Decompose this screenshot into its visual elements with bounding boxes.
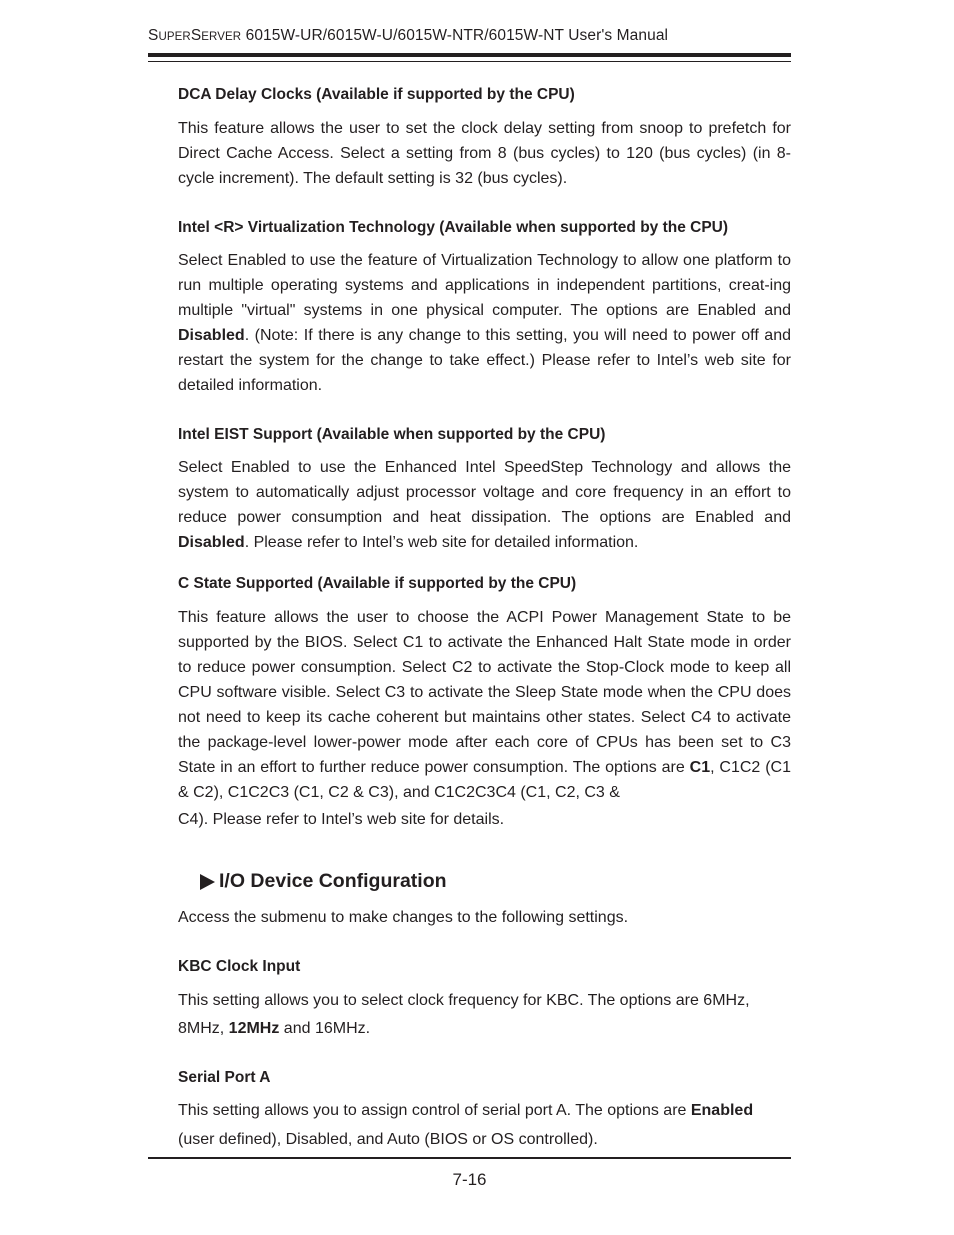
vt-body (178, 248, 791, 398)
page-number: 7-16 (452, 1170, 487, 1189)
cstate-body (178, 605, 791, 805)
kbc-body-text: This setting allows you to select clock frequency for KBC. The options are 6MHz, (178, 992, 750, 1009)
kbc-body (178, 988, 791, 1013)
dca-body-text: This feature allows the user to set the clock delay setting from snoop to prefetch for Direct Cache Access. Select a setting from 8 (bus cycles) to 120 (bus cycles) (in 8-cycle increment). The default setting is 32 (bus cycles). (178, 120, 791, 187)
vt-body-text-2: . (Note: If there is any change to this setting, you will need to power off and restart the system for the change to take effect.) Please refer to Intel’s web site for detailed information. (178, 327, 791, 394)
header-rule-thin (148, 61, 791, 62)
io-title-text: I/O Device Configuration (219, 870, 447, 892)
cstate-body-text-2: , C1C2 (C1 & C2), C1C2C3 (C1, C2 & C3), and C1C2C3C4 (C1, C2, C3 & (178, 759, 791, 801)
vt-body-bold: Disabled (178, 327, 245, 344)
eist-body-text-2: . Please refer to Intel’s web site for detailed information. (244, 534, 639, 551)
io-body (178, 905, 791, 930)
io-section-title (200, 870, 447, 893)
serial-body (178, 1098, 791, 1123)
eist-heading: Intel EIST Support (Available when supported by the CPU) (178, 426, 606, 443)
header-title: 6015W-UR/6015W-U/6015W-NTR/6015W-NT User's Manual (241, 27, 669, 44)
header-brand-cap: S (148, 27, 159, 44)
io-body-text: Access the submenu to make changes to the following settings. (178, 909, 629, 926)
dca-heading: DCA Delay Clocks (Available if supported by the CPU) (178, 86, 575, 103)
cstate-body-bold: C1 (689, 759, 711, 776)
eist-body-text: Select Enabled to use the Enhanced Intel SpeedStep Technology and allows the system to automatically adjust processor voltage and core frequency in an effort to reduce power consumption and heat dissipation. The options are Enabled and (178, 459, 791, 526)
dca-body (178, 116, 791, 191)
serial-body-text: This setting allows you to assign control of serial port A. The options are (178, 1102, 691, 1119)
cstate-body-text-3: C4). Please refer to Intel’s web site for details. (178, 811, 505, 828)
cstate-body-text: This feature allows the user to choose the ACPI Power Management State to be supported by the BIOS. Select C1 to activate the Enhanced Halt State mode in order to reduce power consumption. Select C2 to activate the Stop-Clock mode to keep all CPU software visible. Select C3 to activate the Sleep State mode when the CPU does not need to keep its cache coherent but maintains other states. Select C4 to activate the package-level lower-power mode after each core of CPUs has been set to C3 State in an effort to further reduce power consumption. The options are (178, 609, 791, 776)
eist-body (178, 455, 791, 555)
serial-heading: Serial Port A (178, 1069, 271, 1086)
serial-body-text-2: (user defined), Disabled, and Auto (BIOS or OS controlled). (178, 1131, 598, 1148)
kbc-body-2 (178, 1016, 791, 1041)
running-header (148, 27, 790, 45)
vt-body-text: Select Enabled to use the feature of Virtualization Technology to allow one platform to run multiple operating systems and applications in independent partitions, creat-ing multiple "virtual" systems in one physical computer. The options are Enabled and (178, 252, 791, 319)
kbc-body-bold: 12MHz (228, 1020, 280, 1037)
cstate-body-last (178, 807, 791, 832)
triangle-right-icon (200, 874, 215, 890)
kbc-body-text-3: and 16MHz. (279, 1020, 371, 1037)
kbc-heading: KBC Clock Input (178, 958, 301, 975)
header-rule (148, 53, 791, 57)
serial-body-2 (178, 1127, 791, 1152)
kbc-body-text-2: 8MHz, (178, 1020, 229, 1037)
serial-body-bold: Enabled (690, 1102, 754, 1119)
footer-rule (148, 1157, 791, 1159)
header-brand-small: UPER (158, 31, 191, 43)
eist-body-bold: Disabled (178, 534, 245, 551)
header-brand-cap: S (190, 27, 202, 44)
cstate-heading: C State Supported (Available if supported by the CPU) (178, 575, 577, 592)
header-brand-small: ERVER (201, 31, 242, 43)
vt-heading: Intel <R> Virtualization Technology (Available when supported by the CPU) (178, 219, 729, 236)
